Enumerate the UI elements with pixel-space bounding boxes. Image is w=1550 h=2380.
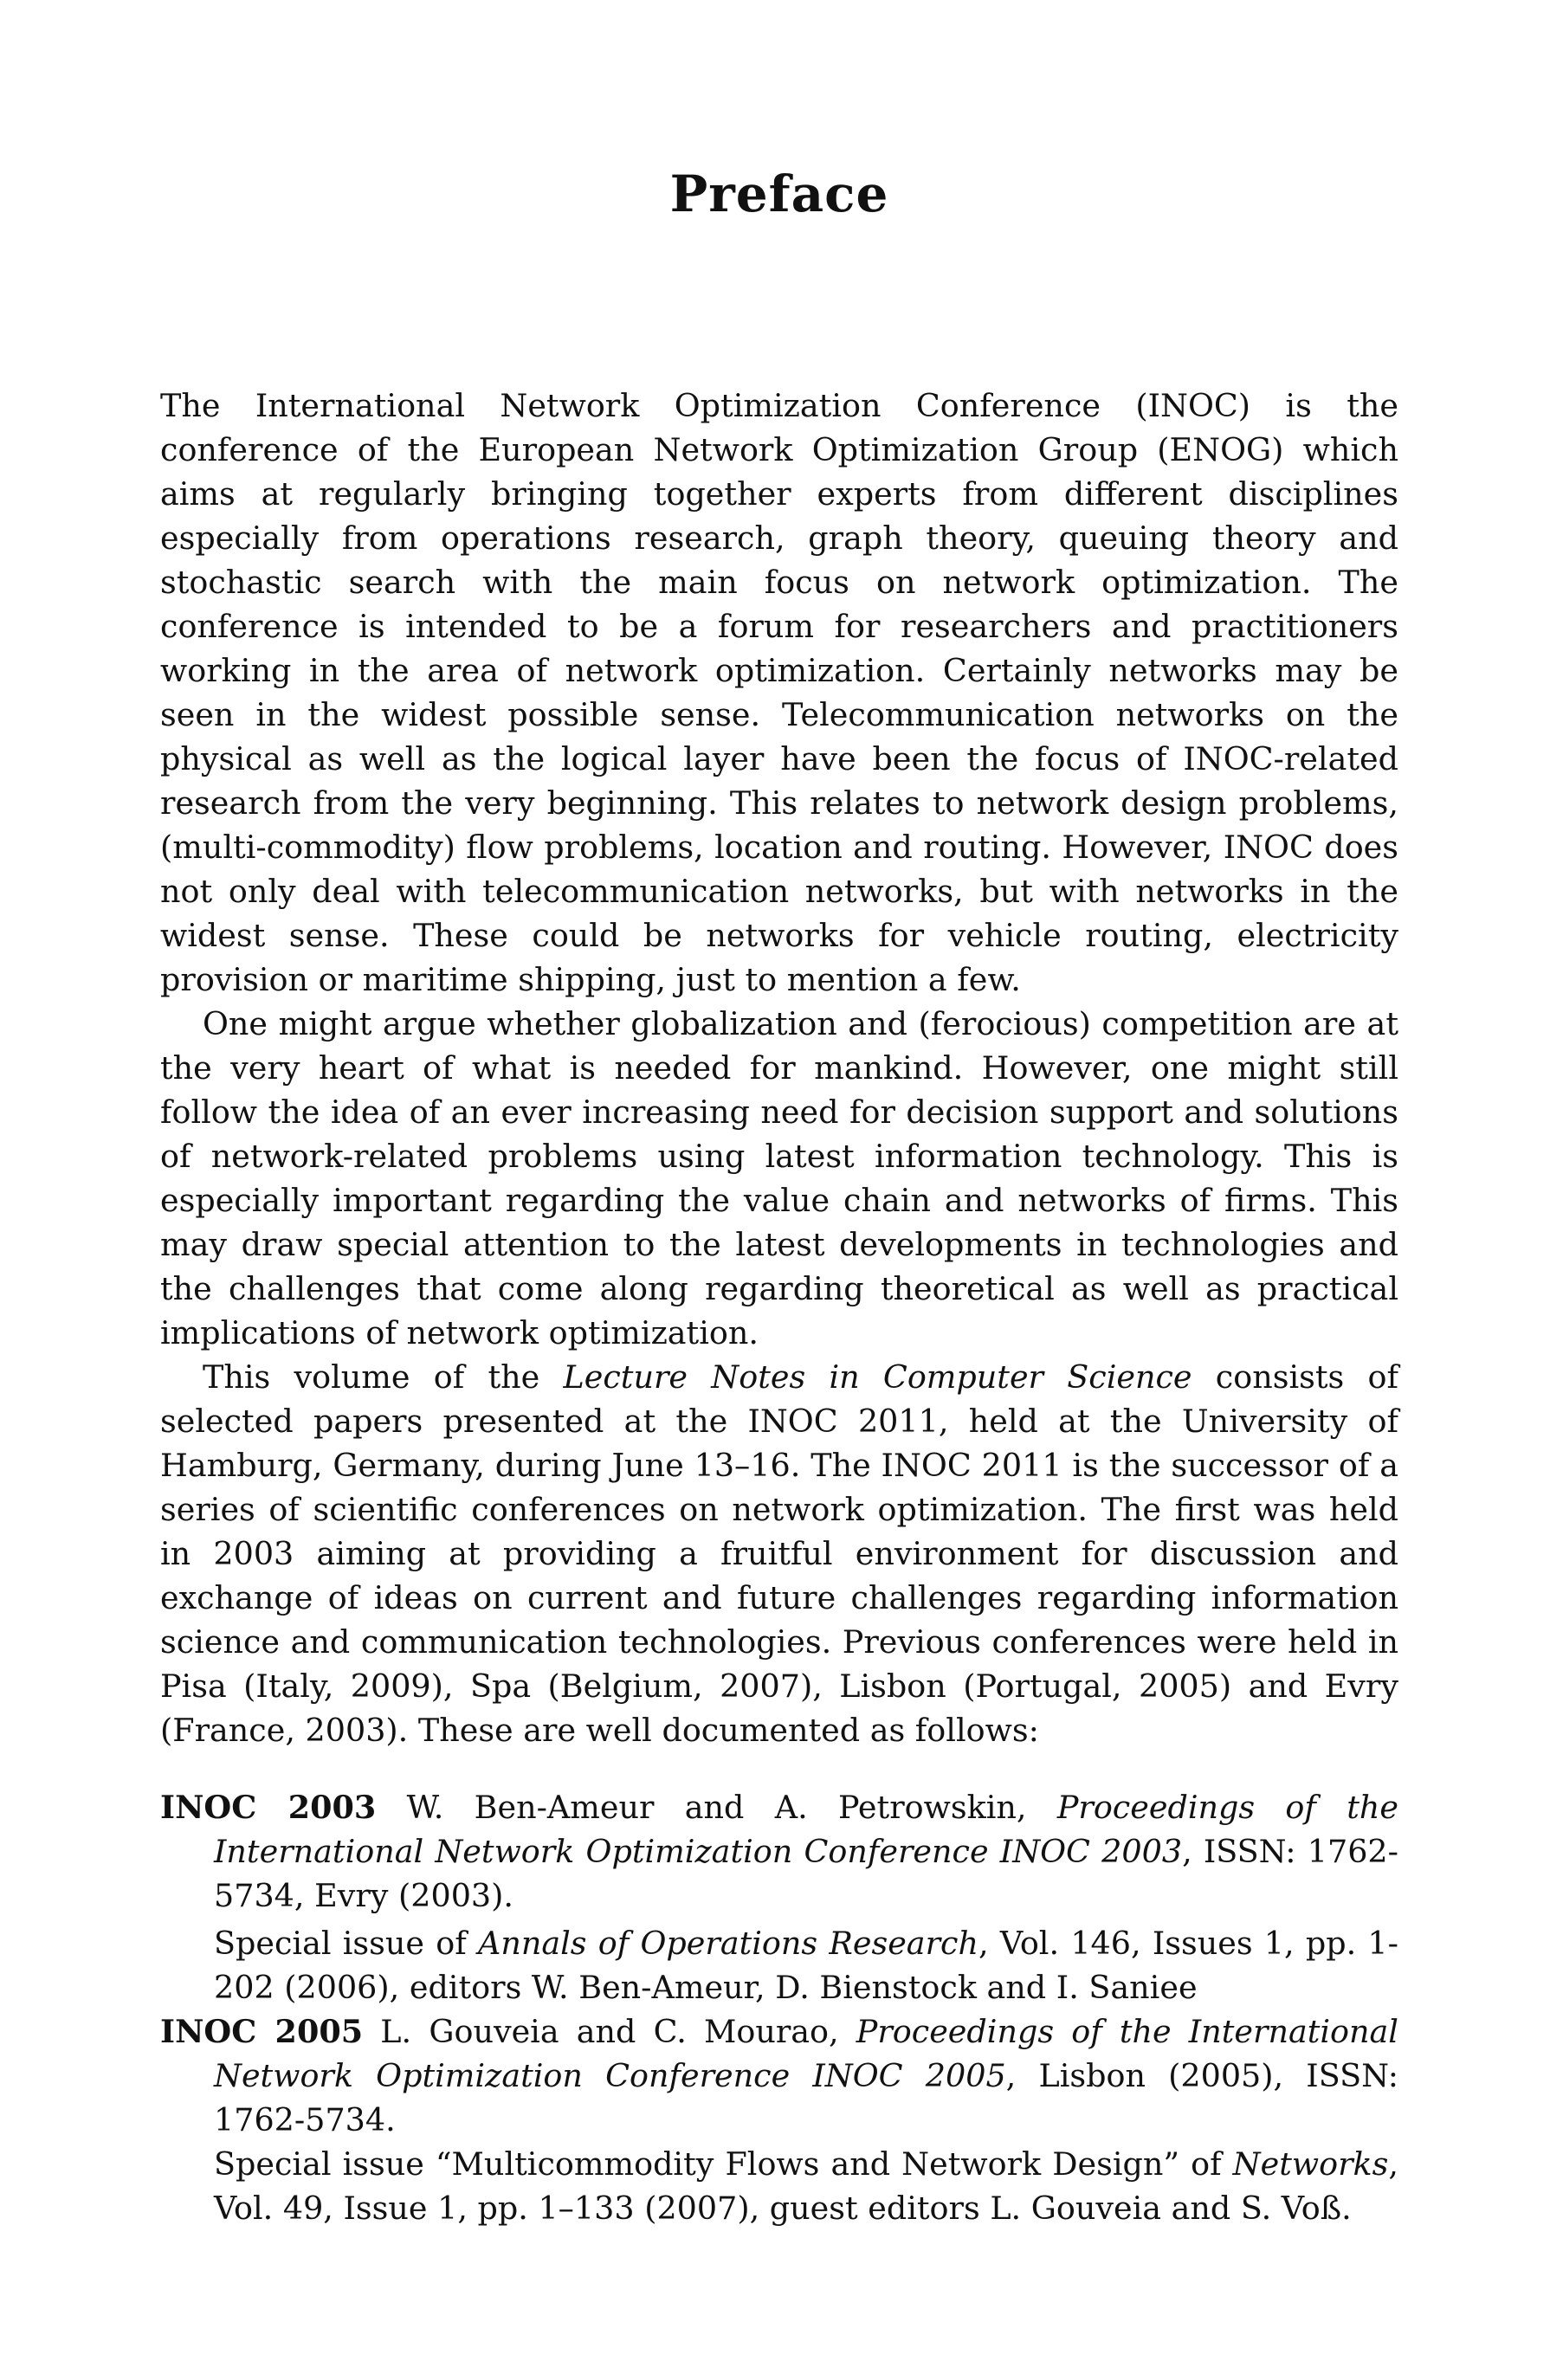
reference-tag: INOC 2005	[160, 2013, 364, 2050]
paragraph-volume-start: This volume of the	[203, 1358, 564, 1396]
reference-details: , Lisbon (2005), ISSN: 1762-5734.	[214, 2057, 1399, 2138]
paragraph-volume	[160, 1355, 1398, 1752]
reference-proceedings: Proceedings of the International Network Optimization Conference INOC 2005	[214, 2013, 1398, 2094]
reference-authors: L. Gouveia and C. Mourao,	[363, 2013, 856, 2050]
reference-proceedings: Proceedings of the International Network Optimization Conference INOC 2003	[214, 1789, 1398, 1870]
reference-inoc-2003	[160, 1785, 1398, 1918]
reference-special-issue-2005	[160, 2142, 1398, 2230]
reference-list	[160, 1785, 1398, 2230]
paragraph-intro: The International Network Optimization Conference (INOC) is the conference of the European Network Optimization Group (ENOG) which aims at regularly bringing together experts from different disciplines especially from operations research, graph theory, queuing theory and stochastic search with the main focus on network optimization. The conference is intended to be a forum for researchers and practitioners working in the area of network optimization. Certainly networks may be seen in the widest possible sense. Telecommunication networks on the physical as well as the logical layer have been the focus of INOC-related research from the very beginning. This relates to network design problems, (multi-commodity) flow problems, location and routing. However, INOC does not only deal with telecommunication networks, but with networks in the widest sense. These could be networks for vehicle routing, electricity provision or maritime shipping, just to mention a few.	[160, 387, 1398, 998]
reference-details: , ISSN: 1762-5734, Evry (2003).	[214, 1833, 1398, 1914]
series-title: Lecture Notes in Computer Science	[563, 1358, 1192, 1396]
reference-authors: W. Ben-Ameur and A. Petrowskin,	[376, 1789, 1057, 1826]
reference-inoc-2005	[160, 2009, 1398, 2142]
page-title: Preface	[669, 164, 889, 223]
special-issue-journal: Networks	[1232, 2145, 1389, 2183]
paragraph-globalization: One might argue whether globalization and (ferocious) competition are at the very heart of what is needed for mankind. However, one might still follow the idea of an ever increasing need for decision support and solutions of network-related problems using latest information technology. This is especially important regarding the value chain and networks of firms. This may draw special attention to the latest developments in technologies and the challenges that come along regarding theoretical as well as practical implications of network optimization.	[160, 1005, 1398, 1351]
reference-special-issue-2003	[160, 1921, 1398, 2009]
special-issue-intro: Special issue of	[214, 1925, 478, 1962]
special-issue-details: , Vol. 49, Issue 1, pp. 1–133 (2007), guest editors L. Gouveia and S. Voß.	[214, 2145, 1398, 2227]
preface-page	[160, 164, 1398, 2230]
special-issue-details: , Vol. 146, Issues 1, pp. 1-202 (2006), editors W. Ben-Ameur, D. Bienstock and I. Saniee	[214, 1925, 1398, 2006]
reference-tag: INOC 2003	[160, 1789, 377, 1826]
paragraph-volume-end: consists of selected papers presented at the INOC 2011, held at the University of Hamburg, Germany, during June 13–16. The INOC 2011 is the successor of a series of scientific conferences on network optimization. The first was held in 2003 aiming at providing a fruitful environment for discussion and exchange of ideas on current and future challenges regarding information science and communication technologies. Previous conferences were held in Pisa (Italy, 2009), Spa (Belgium, 2007), Lisbon (Portugal, 2005) and Evry (France, 2003). These are well documented as follows:	[160, 1358, 1398, 1749]
special-issue-intro: Special issue “Multicommodity Flows and Network Design” of	[214, 2145, 1233, 2183]
special-issue-journal: Annals of Operations Research	[477, 1925, 978, 1962]
